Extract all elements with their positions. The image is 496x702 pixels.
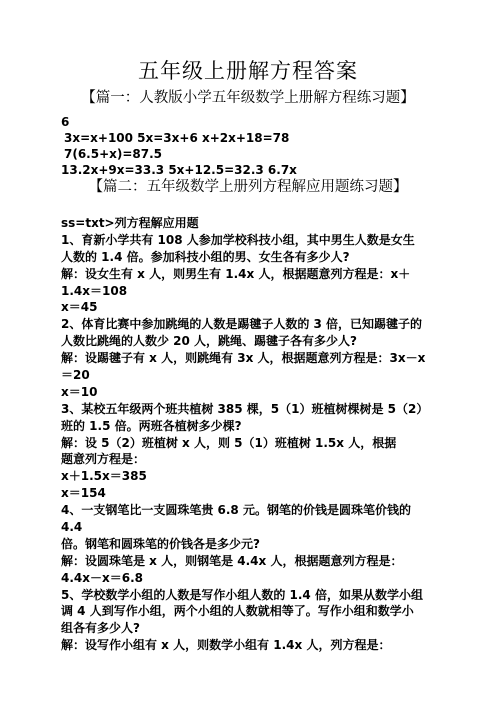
text-line: 解：设圆珠笔是 x 人，则钢笔是 4.4x 人，根据题意列方程是： xyxy=(61,553,403,568)
text-line: 人数的 1.4 倍。参加科技小组的男、女生各有多少人? xyxy=(61,249,350,264)
text-line: 2、体育比赛中参加跳绳的人数是踢毽子人数的 3 倍，已知踢毽子的 xyxy=(61,317,423,332)
text-line: 班的 1.5 倍。两班各植树多少棵? xyxy=(61,418,242,433)
equation-line: 13.2x+9x=33.3 5x+12.5=32.3 6.7x xyxy=(61,163,297,177)
text-line: ss=txt>列方程解应用题 xyxy=(61,216,199,230)
text-line: 解：设踢毽子有 x 人，则跳绳有 3x 人，根据题意列方程是：3x－x xyxy=(61,351,426,366)
text-line: 4、一支钢笔比一支圆珠笔贵 6.8 元。钢笔的价钱是圆珠笔价钱的 xyxy=(61,503,411,518)
text-line: 1、育新小学共有 108 人参加学校科技小组，其中男生人数是女生 xyxy=(61,232,415,247)
equation-line: 3x=x+100 5x=3x+6 x+2x+18=78 xyxy=(64,131,290,145)
text-line: 4.4 xyxy=(61,520,83,535)
text-line: x＝45 xyxy=(61,300,98,315)
text-line: 4.4x－x＝6.8 xyxy=(61,570,143,585)
text-line: 组各有多少人? xyxy=(61,621,140,636)
text-line: 题意列方程是： xyxy=(61,452,146,467)
document-title: 五年级上册解方程答案 xyxy=(138,59,358,83)
equation-line: 6 xyxy=(61,115,70,129)
text-line: ＝20 xyxy=(61,368,90,383)
section-heading-2: 【篇二：五年级数学上册列方程解应用题练习题】 xyxy=(88,179,408,195)
text-line: 倍。钢笔和圆珠笔的价钱各是多少元? xyxy=(61,536,260,551)
text-line: 解：设 5（2）班植树 x 人，则 5（1）班植树 1.5x 人，根据 xyxy=(61,435,397,450)
text-line: 解：设写作小组有 x 人，则数学小组有 1.4x 人，列方程是： xyxy=(61,638,391,653)
text-line: 人数比跳绳的人数少 20 人，跳绳、踢毽子各有多少人? xyxy=(61,334,358,349)
text-line: 1.4x＝108 xyxy=(61,283,128,298)
section-heading-1: 【篇一：人教版小学五年级数学上册解方程练习题】 xyxy=(81,90,415,106)
text-line: 5、学校数学小组的人数是写作小组人数的 1.4 倍，如果从数学小组 xyxy=(61,587,423,602)
text-line: x＝154 xyxy=(61,486,106,501)
text-line: 调 4 人到写作小组，两个小组的人数就相等了。写作小组和数学小 xyxy=(61,604,414,619)
text-line: 解：设女生有 x 人，则男生有 1.4x 人，根据题意列方程是：x＋ xyxy=(61,266,411,281)
word-problems xyxy=(61,215,461,654)
text-line: x＋1.5x＝385 xyxy=(61,469,147,484)
text-line: x＝10 xyxy=(61,384,98,399)
equation-line: 7(6.5+x)=87.5 xyxy=(64,147,163,161)
text-line: 3、某校五年级两个班共植树 385 棵，5（1）班植树棵树是 5（2） xyxy=(61,401,429,416)
